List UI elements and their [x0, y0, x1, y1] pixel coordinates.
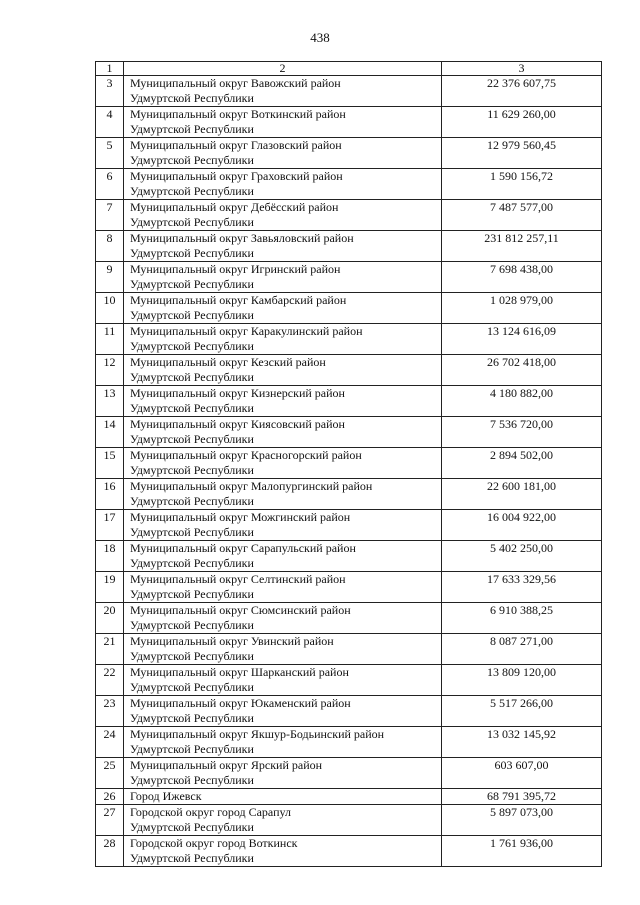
municipality-name-line1: Городской округ город Сарапул — [130, 805, 291, 819]
municipality-name-line1: Муниципальный округ Можгинский район — [130, 510, 351, 524]
municipality-name — [124, 324, 442, 355]
row-number: 24 — [96, 727, 124, 758]
municipality-name-line2: Удмуртской Республики — [130, 308, 254, 322]
municipality-name-line2: Удмуртской Республики — [130, 711, 254, 725]
municipality-name-line2: Удмуртской Республики — [130, 525, 254, 539]
municipality-name-line2: Удмуртской Республики — [130, 153, 254, 167]
municipality-name — [124, 138, 442, 169]
amount: 4 180 882,00 — [442, 386, 602, 417]
data-table — [95, 61, 602, 867]
municipality-name-line2: Удмуртской Республики — [130, 184, 254, 198]
municipality-name-line2: Удмуртской Республики — [130, 494, 254, 508]
amount: 11 629 260,00 — [442, 107, 602, 138]
municipality-name-line1: Муниципальный округ Камбарский район — [130, 293, 347, 307]
municipality-name-line1: Муниципальный округ Воткинский район — [130, 107, 346, 121]
column-header-2: 2 — [124, 62, 442, 76]
municipality-name-line2: Удмуртской Республики — [130, 432, 254, 446]
municipality-name-line2: Удмуртской Республики — [130, 649, 254, 663]
table-row — [96, 727, 602, 758]
table-row — [96, 789, 602, 805]
table-row — [96, 324, 602, 355]
table-row — [96, 169, 602, 200]
municipality-name — [124, 572, 442, 603]
municipality-name-line1: Муниципальный округ Шарканский район — [130, 665, 349, 679]
table-row — [96, 76, 602, 107]
row-number: 25 — [96, 758, 124, 789]
table-row — [96, 200, 602, 231]
municipality-name-line1: Муниципальный округ Кизнерский район — [130, 386, 345, 400]
row-number: 26 — [96, 789, 124, 805]
row-number: 11 — [96, 324, 124, 355]
municipality-name-line2: Удмуртской Республики — [130, 820, 254, 834]
column-header-1: 1 — [96, 62, 124, 76]
amount: 7 536 720,00 — [442, 417, 602, 448]
municipality-name-line2: Удмуртской Республики — [130, 122, 254, 136]
column-header-3: 3 — [442, 62, 602, 76]
amount: 1 761 936,00 — [442, 836, 602, 867]
table-row — [96, 417, 602, 448]
amount: 17 633 329,56 — [442, 572, 602, 603]
table-row — [96, 572, 602, 603]
municipality-name-line1: Муниципальный округ Якшур-Бодьинский район — [130, 727, 385, 741]
amount: 68 791 395,72 — [442, 789, 602, 805]
municipality-name-line1: Городской округ город Воткинск — [130, 836, 298, 850]
header-row — [96, 62, 602, 76]
municipality-name — [124, 448, 442, 479]
row-number: 21 — [96, 634, 124, 665]
row-number: 28 — [96, 836, 124, 867]
row-number: 16 — [96, 479, 124, 510]
row-number: 27 — [96, 805, 124, 836]
municipality-name — [124, 355, 442, 386]
municipality-name — [124, 231, 442, 262]
amount: 7 487 577,00 — [442, 200, 602, 231]
municipality-name-line2: Удмуртской Республики — [130, 246, 254, 260]
municipality-name-line1: Муниципальный округ Каракулинский район — [130, 324, 363, 338]
table-row — [96, 231, 602, 262]
municipality-name-line1: Муниципальный округ Юкаменский район — [130, 696, 351, 710]
municipality-name-line1: Муниципальный округ Ярский район — [130, 758, 323, 772]
row-number: 20 — [96, 603, 124, 634]
amount: 5 402 250,00 — [442, 541, 602, 572]
row-number: 17 — [96, 510, 124, 541]
table-row — [96, 293, 602, 324]
municipality-name — [124, 789, 442, 805]
amount: 12 979 560,45 — [442, 138, 602, 169]
amount: 13 032 145,92 — [442, 727, 602, 758]
table-row — [96, 541, 602, 572]
table-row — [96, 696, 602, 727]
municipality-name — [124, 696, 442, 727]
municipality-name-line2: Удмуртской Республики — [130, 370, 254, 384]
amount: 5 517 266,00 — [442, 696, 602, 727]
municipality-name — [124, 758, 442, 789]
municipality-name — [124, 200, 442, 231]
amount: 231 812 257,11 — [442, 231, 602, 262]
row-number: 18 — [96, 541, 124, 572]
table-row — [96, 262, 602, 293]
row-number: 7 — [96, 200, 124, 231]
municipality-name-line1: Муниципальный округ Увинский район — [130, 634, 334, 648]
row-number: 6 — [96, 169, 124, 200]
table-row — [96, 107, 602, 138]
municipality-name-line2: Удмуртской Республики — [130, 773, 254, 787]
table-row — [96, 386, 602, 417]
table-row — [96, 758, 602, 789]
amount: 5 897 073,00 — [442, 805, 602, 836]
municipality-name — [124, 107, 442, 138]
page-number: 438 — [310, 30, 330, 45]
table-row — [96, 355, 602, 386]
amount: 1 028 979,00 — [442, 293, 602, 324]
municipality-name-line1: Муниципальный округ Киясовский район — [130, 417, 345, 431]
amount: 6 910 388,25 — [442, 603, 602, 634]
amount: 1 590 156,72 — [442, 169, 602, 200]
table-row — [96, 805, 602, 836]
municipality-name — [124, 76, 442, 107]
municipality-name-line1: Муниципальный округ Игринский район — [130, 262, 341, 276]
municipality-name-line1: Муниципальный округ Сарапульский район — [130, 541, 356, 555]
table-row — [96, 138, 602, 169]
row-number: 22 — [96, 665, 124, 696]
municipality-name — [124, 634, 442, 665]
amount: 22 376 607,75 — [442, 76, 602, 107]
municipality-name — [124, 510, 442, 541]
municipality-name-line1: Муниципальный округ Вавожский район — [130, 76, 341, 90]
amount: 8 087 271,00 — [442, 634, 602, 665]
municipality-name-line1: Муниципальный округ Завьяловский район — [130, 231, 354, 245]
amount: 2 894 502,00 — [442, 448, 602, 479]
municipality-name-line1: Муниципальный округ Глазовский район — [130, 138, 342, 152]
municipality-name — [124, 169, 442, 200]
amount: 7 698 438,00 — [442, 262, 602, 293]
amount: 22 600 181,00 — [442, 479, 602, 510]
municipality-name-line2: Удмуртской Республики — [130, 91, 254, 105]
municipality-name-line2: Удмуртской Республики — [130, 742, 254, 756]
municipality-name — [124, 293, 442, 324]
table-row — [96, 634, 602, 665]
municipality-name-line1: Муниципальный округ Малопургинский район — [130, 479, 373, 493]
table-body — [96, 76, 602, 867]
row-number: 15 — [96, 448, 124, 479]
municipality-name — [124, 727, 442, 758]
municipality-name — [124, 836, 442, 867]
municipality-name-line2: Удмуртской Республики — [130, 556, 254, 570]
municipality-name-line1: Муниципальный округ Сюмсинский район — [130, 603, 351, 617]
municipality-name-line1: Муниципальный округ Кезский район — [130, 355, 326, 369]
row-number: 3 — [96, 76, 124, 107]
municipality-name-line2: Удмуртской Республики — [130, 851, 254, 865]
row-number: 9 — [96, 262, 124, 293]
municipality-name — [124, 479, 442, 510]
amount: 26 702 418,00 — [442, 355, 602, 386]
municipality-name-line1: Муниципальный округ Граховский район — [130, 169, 343, 183]
municipality-name — [124, 386, 442, 417]
row-number: 19 — [96, 572, 124, 603]
amount: 603 607,00 — [442, 758, 602, 789]
table-row — [96, 448, 602, 479]
amount: 13 809 120,00 — [442, 665, 602, 696]
row-number: 23 — [96, 696, 124, 727]
table-row — [96, 510, 602, 541]
municipality-name-line2: Удмуртской Республики — [130, 680, 254, 694]
municipality-name — [124, 541, 442, 572]
municipality-name — [124, 665, 442, 696]
municipality-name-line2: Удмуртской Республики — [130, 463, 254, 477]
row-number: 12 — [96, 355, 124, 386]
municipality-name-line2: Удмуртской Республики — [130, 339, 254, 353]
table-row — [96, 603, 602, 634]
row-number: 13 — [96, 386, 124, 417]
municipality-name-line2: Удмуртской Республики — [130, 277, 254, 291]
municipality-name-line1: Муниципальный округ Красногорский район — [130, 448, 362, 462]
row-number: 14 — [96, 417, 124, 448]
municipality-name-line1: Муниципальный округ Селтинский район — [130, 572, 346, 586]
municipality-name-line1: Город Ижевск — [130, 789, 202, 803]
municipality-name — [124, 805, 442, 836]
table-row — [96, 836, 602, 867]
municipality-name-line2: Удмуртской Республики — [130, 618, 254, 632]
amount: 13 124 616,09 — [442, 324, 602, 355]
municipality-name — [124, 262, 442, 293]
amount: 16 004 922,00 — [442, 510, 602, 541]
row-number: 4 — [96, 107, 124, 138]
row-number: 10 — [96, 293, 124, 324]
table-row — [96, 479, 602, 510]
table-row — [96, 665, 602, 696]
municipality-name-line2: Удмуртской Республики — [130, 401, 254, 415]
municipality-name-line2: Удмуртской Республики — [130, 587, 254, 601]
row-number: 5 — [96, 138, 124, 169]
municipality-name-line1: Муниципальный округ Дебёсский район — [130, 200, 339, 214]
row-number: 8 — [96, 231, 124, 262]
municipality-name — [124, 603, 442, 634]
municipality-name — [124, 417, 442, 448]
municipality-name-line2: Удмуртской Республики — [130, 215, 254, 229]
